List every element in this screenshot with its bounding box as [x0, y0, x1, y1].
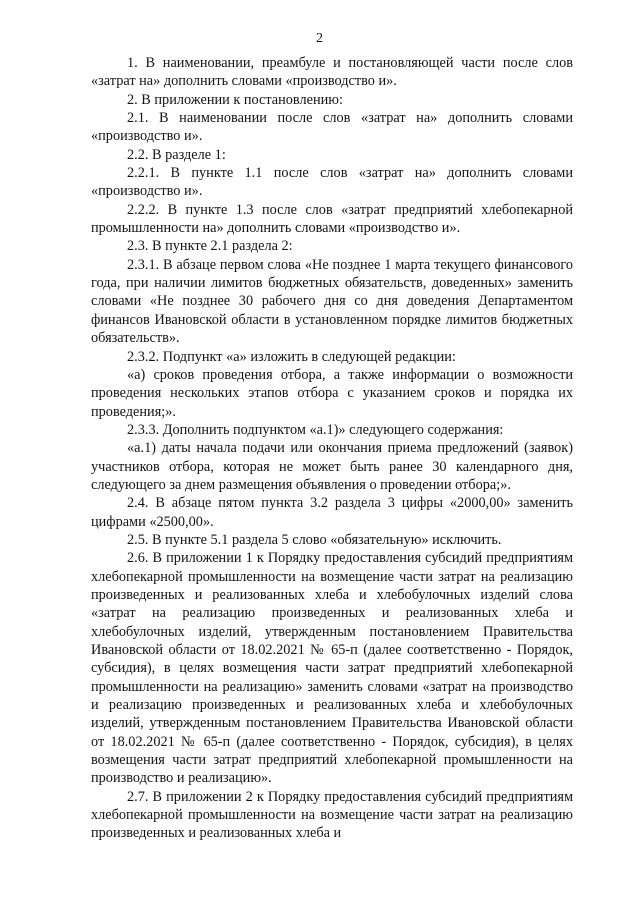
- paragraph-2-7: 2.7. В приложении 2 к Порядку предоставления субсидий предприятиям хлебопекарной промышленности на возмещение части затрат на реализацию произведенных и реализованных хлеба и: [91, 788, 573, 842]
- paragraph-2-3-3-text: «а.1) даты начала подачи или окончания приема предложений (заявок) участников отбора, которая не может быть ранее 30 календарного дня, следующего за днем размещения объявления о проведении отбора;».: [91, 440, 573, 493]
- paragraph-2: 2. В приложении к постановлению:: [127, 91, 343, 108]
- paragraph-2-3: 2.3. В пункте 2.1 раздела 2:: [127, 238, 293, 255]
- page-number: 2: [316, 31, 323, 46]
- paragraph-2-1: 2.1. В наименовании после слов «затрат на» дополнить словами «производство и».: [91, 110, 573, 145]
- paragraph-2-4: 2.4. В абзаце пятом пункта 3.2 раздела 3 цифры «2000,00» заменить цифрами «2500,00».: [91, 495, 573, 530]
- paragraph-2-3-2: 2.3.2. Подпункт «а» изложить в следующей редакции:: [127, 348, 456, 365]
- paragraph-2-2: 2.2. В разделе 1:: [127, 146, 226, 163]
- paragraph-2-2-2: 2.2.2. В пункте 1.3 после слов «затрат предприятий хлебопекарной промышленности на» дополнить словами «производство и».: [91, 201, 573, 237]
- paragraph-2-5: 2.5. В пункте 5.1 раздела 5 слово «обязательную» исключить.: [127, 531, 502, 548]
- paragraph-2-3-1: 2.3.1. В абзаце первом слова «Не позднее 1 марта текущего финансового года, при наличии лимитов бюджетных обязательств, доведенных» заменить словами «Не позднее 30 рабочего дня со дня доведения Департаментом финансов Ивановской области в установленном порядке лимитов бюджетных обязательств».: [91, 256, 573, 347]
- paragraph-1: 1. В наименовании, преамбуле и постановляющей части после слов «затрат на» дополнить словами «производство и».: [91, 55, 573, 90]
- paragraph-2-2-1: 2.2.1. В пункте 1.1 после слов «затрат на» дополнить словами «производство и».: [91, 165, 573, 200]
- paragraph-2-3-3: 2.3.3. Дополнить подпунктом «а.1)» следующего содержания:: [127, 421, 504, 438]
- document-body: [91, 54, 573, 843]
- paragraph-2-3-2-text: «а) сроков проведения отбора, а также информации о возможности проведения нескольких этапов отбора с указанием сроков и порядка их проведения;».: [91, 366, 573, 420]
- paragraph-2-6: 2.6. В приложении 1 к Порядку предоставления субсидий предприятиям хлебопекарной промышленности на возмещение части затрат на реализацию произведенных и реализованных хлеба и хлебобулочных изделий слова «затрат на реализацию произведенных и реализованных хлеба и хлебобулочных изделий, утвержденным постановлением Правительства Ивановской области от 18.02.2021 № 65-п (далее соответственно - Порядок, субсидия), в целях возмещения части затрат предприятий хлебопекарной промышленности на реализацию» заменить словами «затрат на производство и реализацию произведенных и реализованных хлеба и хлебобулочных изделий, утвержденным постановлением Правительства Ивановской области от 18.02.2021 № 65-п (далее соответственно - Порядок, субсидия), в целях возмещения части затрат предприятий хлебопекарной промышленности на производство и реализацию».: [91, 550, 573, 787]
